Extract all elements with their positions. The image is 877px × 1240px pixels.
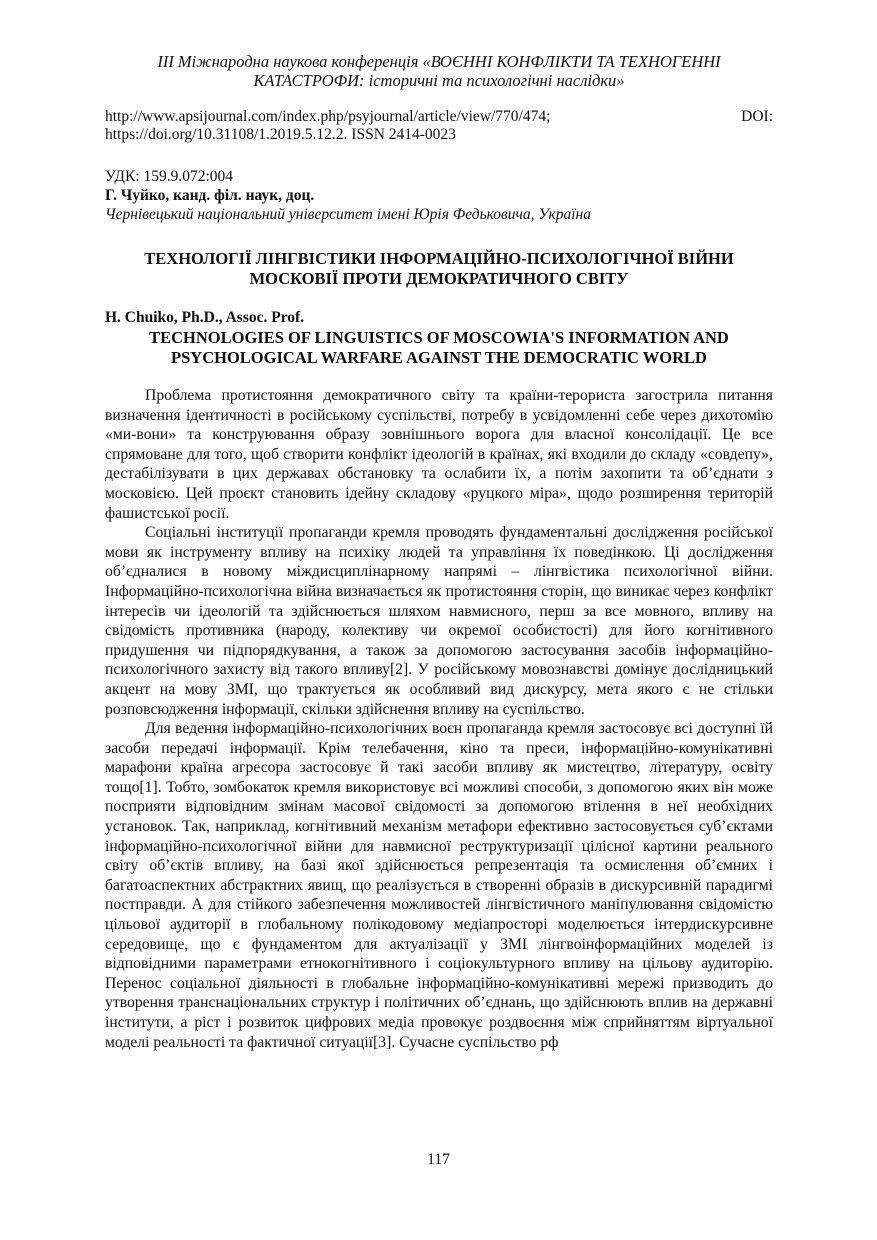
paragraph-1: Проблема протистояння демократичного світу та країни-терориста загострила питання визначення ідентичності в російському суспільстві, потребу в усвідомленні себе через дихотомію «ми-вони» та конструювання образу зовнішнього ворога для власної консолідації. Це все спрямоване для того, щоб створити конфлікт ідеологій в країнах, які входили до складу «совдепу», дестабілізувати в цих державах обстановку та ослабити їх, а потім захопити та об’єднати з московією. Цей проєкт становить ідейну складову «руцкого міра», щодо розширення територій фашистської росії. — [105, 387, 773, 522]
title-en-line-1: TECHNOLOGIES OF LINGUISTICS OF MOSCOWIA'S INFORMATION AND — [149, 328, 729, 347]
body-text — [105, 386, 773, 1052]
conference-header — [135, 52, 743, 90]
author-en: H. Chuiko, Ph.D., Assoc. Prof. — [105, 309, 305, 326]
title-english — [105, 328, 773, 368]
title-ua-line-1: ТЕХНОЛОГІЇ ЛІНГВІСТИКИ ІНФОРМАЦІЙНО-ПСИХОЛОГІЧНОЇ ВІЙНИ — [144, 249, 734, 268]
article-url[interactable]: http://www.apsijournal.com/index.php/psyjournal/article/view/770/474; — [105, 108, 551, 125]
title-ua-line-2: МОСКОВІЇ ПРОТИ ДЕМОКРАТИЧНОГО СВІТУ — [249, 269, 629, 288]
conference-header-line-2: КАТАСТРОФИ: історичні та психологічні наслідки» — [253, 71, 625, 90]
title-ukrainian — [105, 249, 773, 289]
conference-header-line-1: ІІІ Міжнародна наукова конференція «ВОЄННІ КОНФЛІКТИ ТА ТЕХНОГЕННІ — [157, 52, 721, 71]
reference-block — [105, 108, 773, 144]
title-en-line-2: PSYCHOLOGICAL WARFARE AGAINST THE DEMOCRATIC WORLD — [171, 348, 707, 367]
doi-issn[interactable]: https://doi.org/10.31108/1.2019.5.12.2. ISSN 2414-0023 — [105, 126, 456, 143]
paragraph-2: Соціальні інституції пропаганди кремля проводять фундаментальні дослідження російської мови як інструменту впливу на психіку людей та управління їх поведінкою. Ці дослідження об’єдналися в новому міждисциплінарному напрямі – лінгвістика психологічної війни. Інформаційно-психологічна війна визначається як протистояння сторін, що виникає через конфлікт інтересів чи ідеологій та здійснюється шляхом навмисного, перш за все мовного, впливу на свідомість противника (народу, колективу чи окремої особистості) для його когнітивного придушення чи підпорядкування, а також за допомогою застосування засобів інформаційно-психологічного захисту від такого впливу[2]. У російському мовознавстві домінує дослідницький акцент на мову ЗМІ, що трактується як особливий вид дискурсу, мета якого є не стільки розповсюдження інформації, скільки здійснення впливу на суспільство. — [105, 524, 773, 718]
author-ua: Г. Чуйко, канд. філ. наук, доц. — [105, 187, 315, 204]
paragraph-3: Для ведення інформаційно-психологічних воєн пропаганда кремля застосовує всі доступні їй засоби передачі інформації. Крім телебачення, кіно та преси, інформаційно-комунікативні марафони країна агресора застосовує й такі засоби впливу як мистецтво, літературу, освіту тощо[1]. Тобто, зомбокаток кремля використовує всі можливі способи, з допомогою яких він може посприяти відповідним змінам масової свідомості за допомогою втілення в неї необхідних установок. Так, наприклад, когнітивний механізм метафори ефективно застосовується суб’єктами інформаційно-психологічної війни для навмисної реструктуризації цілісної картини реального світу об’єктів впливу, на базі якої здійснюється репрезентація та осмислення об’ємних і багатоаспектних абстрактних явищ, що реалізується в створенні образів в дискурсивній парадигмі постправди. А для стійкого забезпечення можливостей лінгвістичного маніпулювання свідомістю цільової аудиторії в глобальному полікодовому медіапросторі моделюється інтердискурсивне середовище, що є фундаментом для актуалізації у ЗМІ лінгвоінформаційних моделей із відповідними параметрами етнокогнітивного і соціокультурного впливу на цільову аудиторію. Перенос соціальної діяльності в глобальне інформаційно-комунікативні мережі призводить до утворення транснаціональних структур і політичних об’єднань, що здійснюють вплив на державні інститути, а ріст і розвиток цифрових медіа провокує роздвоєння між сприйняттям віртуальної моделі реальності та фактичної ситуації[3]. Сучасне суспільство рф — [105, 720, 773, 1051]
doi-label: DOI: — [741, 108, 773, 125]
paper-page — [105, 52, 773, 1052]
affiliation: Чернівецький національний університет імені Юрія Федьковича, Україна — [105, 206, 591, 223]
page-number: 117 — [427, 1151, 450, 1168]
udc-code: УДК: 159.9.072:004 — [105, 168, 234, 185]
